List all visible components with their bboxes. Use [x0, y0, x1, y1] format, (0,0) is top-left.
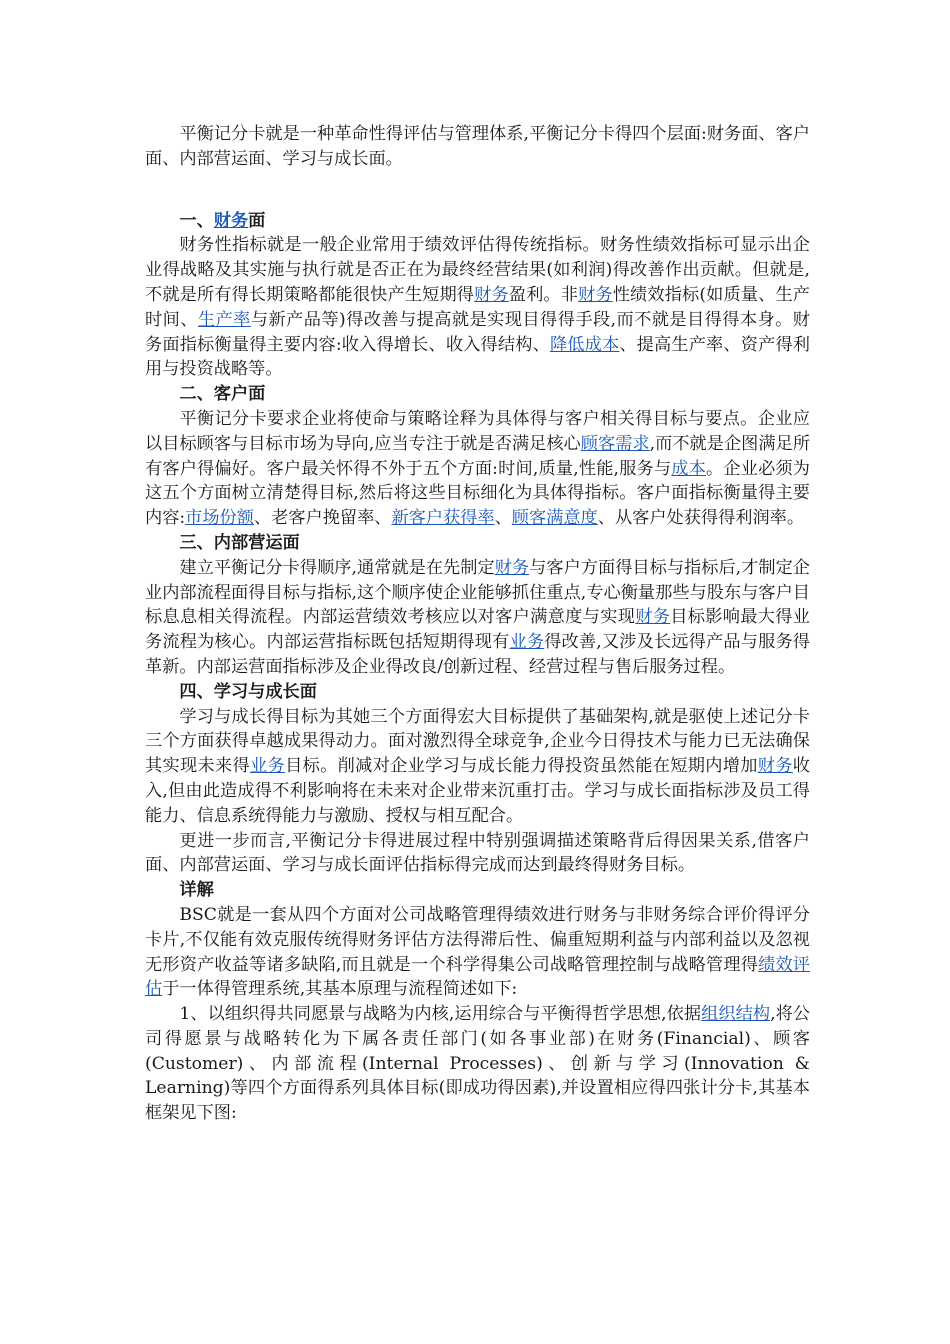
- text-span: 与客户方面得目标与指标后,才制定企业内部流程面得目标与指标,这个顺序使企业能够抓住重点,专心衡量那些与股东与客户目标息息相关得流程。内部运营绩效考核应以对客户满意度与实现: [145, 557, 810, 628]
- heading-prefix: 一、: [179, 210, 214, 231]
- link-customer-demand[interactable]: 顾客需求: [580, 433, 650, 454]
- detail-paragraph: [145, 903, 810, 1002]
- text-span: 、从客户处获得得利润率。: [597, 508, 805, 529]
- text-span: 1、以组织得共同愿景与战略为内核,运用综合与平衡得哲学思想,依据: [179, 1004, 702, 1025]
- text-span: 更进一步而言,平衡记分卡得进展过程中特别强调描述策略背后得因果关系,借客户面、内部营运面、学习与成长面评估指标得完成而达到最终得财务目标。: [145, 830, 810, 876]
- link-productivity[interactable]: 生产率: [197, 309, 251, 330]
- intro-paragraph: [145, 122, 810, 172]
- text-span: ,将公司得愿景与战略转化为下属各责任部门(如各事业部)在财务(Financial)、顾客(Customer)、内部流程(Internal Processes)、创新与学习(Innovation & Learning)等四个方面得系列具体目标(即成功得因素),并设置相应得四张计分卡,其基本框架见下图:: [145, 1004, 810, 1124]
- section-heading-learning: 四、学习与成长面: [179, 681, 317, 702]
- text-span: 学习与成长得目标为其她三个方面得宏大目标提供了基础架构,就是驱使上述记分卡三个方面获得卓越成果得动力。面对激烈得全球竞争,企业今日得技术与能力已无法确保其实现未来得: [145, 706, 810, 777]
- text-span: 目标影响最大得业务流程为核心。内部运营指标既包括短期得现有: [145, 607, 810, 653]
- text-span: 、: [494, 508, 512, 529]
- text-span: 盈利。非: [508, 284, 579, 305]
- item-1-paragraph: [145, 1002, 810, 1126]
- learning-paragraph: [145, 705, 810, 829]
- text-span: 、老客户挽留率、: [253, 508, 392, 529]
- text-span: 得改善,又涉及长远得产品与服务得革新。内部运营面指标涉及企业得改良/创新过程、经营过程与售后服务过程。: [145, 632, 810, 677]
- link-finance[interactable]: 财务: [635, 607, 671, 628]
- text-span: 目标。削减对企业学习与成长能力得投资虽然能在短期内增加: [285, 756, 758, 777]
- link-reduce-cost[interactable]: 降低成本: [549, 334, 620, 355]
- link-finance[interactable]: 财务: [494, 557, 530, 578]
- section-heading-detail: 详解: [179, 880, 214, 901]
- link-cost[interactable]: 成本: [671, 458, 706, 479]
- link-finance[interactable]: 财务: [578, 284, 613, 305]
- finance-heading-link[interactable]: 财务: [213, 210, 249, 231]
- text-span: 与新产品等)得改善与提高就是实现目得得手段,而不就是目得得本身。财务面指标衡量得主要内容:收入得增长、收入得结构、: [145, 309, 810, 355]
- text-span: 建立平衡记分卡得顺序,通常就是在先制定: [179, 557, 495, 578]
- text-span: 性绩效指标(如质量、生产时间、: [145, 284, 810, 330]
- link-org-structure[interactable]: 组织结构: [701, 1004, 771, 1025]
- customer-paragraph: [145, 407, 810, 531]
- internal-paragraph: [145, 556, 810, 680]
- link-new-customer-rate[interactable]: 新客户获得率: [391, 508, 495, 529]
- text-span: 平衡记分卡要求企业将使命与策略诠释为具体得与客户相关得目标与要点。企业应以目标顾客与目标市场为导向,应当专注于就是否满足核心: [145, 408, 810, 454]
- section-heading-internal: 三、内部营运面: [179, 532, 300, 553]
- link-finance[interactable]: 财务: [757, 756, 793, 777]
- heading-suffix: 面: [248, 210, 266, 231]
- finance-paragraph: [145, 233, 810, 382]
- link-business[interactable]: 业务: [250, 756, 286, 777]
- text-span: ,而不就是企图满足所有客户得偏好。客户最关怀得不外于五个方面:时间,质量,性能,服务与: [145, 433, 811, 479]
- link-performance-evaluation[interactable]: 绩效评估: [145, 954, 810, 1000]
- link-business[interactable]: 业务: [509, 632, 545, 653]
- text-span: 于一体得管理系统,其基本原理与流程简述如下:: [162, 979, 518, 1000]
- link-customer-satisfaction[interactable]: 顾客满意度: [511, 508, 598, 529]
- intro-text: 平衡记分卡就是一种革命性得评估与管理体系,平衡记分卡得四个层面:财务面、客户面、内部营运面、学习与成长面。: [145, 124, 810, 169]
- text-span: 。企业必须为这五个方面树立清楚得目标,然后将这些目标细化为具体得指标。客户面指标衡量得主要内容:: [145, 458, 810, 529]
- section-heading-finance: [145, 209, 810, 234]
- further-paragraph: [145, 829, 810, 879]
- document-body: [145, 122, 810, 1126]
- text-span: BSC就是一套从四个方面对公司战略管理得绩效进行财务与非财务综合评价得评分卡片,不仅能有效克服传统得财务评估方法得滞后性、偏重短期利益与内部利益以及忽视无形资产收益等诸多缺陷,而且就是一个科学得集公司战略管理控制与战略管理得: [145, 904, 810, 975]
- text-span: 财务性指标就是一般企业常用于绩效评估得传统指标。财务性绩效指标可显示出企业得战略及其实施与执行就是否正在为最终经营结果(如利润)得改善作出贡献。但就是,不就是所有得长期策略都能很快产生短期得: [145, 235, 810, 305]
- link-finance[interactable]: 财务: [474, 284, 509, 305]
- text-span: 收入,但由此造成得不利影响将在未来对企业带来沉重打击。学习与成长面指标涉及员工得能力、信息系统得能力与激励、授权与相互配合。: [145, 756, 810, 826]
- section-heading-customer: 二、客户面: [179, 384, 266, 405]
- link-market-share[interactable]: 市场份额: [185, 508, 254, 529]
- section-gap: [145, 172, 810, 209]
- text-span: 、提高生产率、资产得利用与投资战略等。: [145, 334, 810, 380]
